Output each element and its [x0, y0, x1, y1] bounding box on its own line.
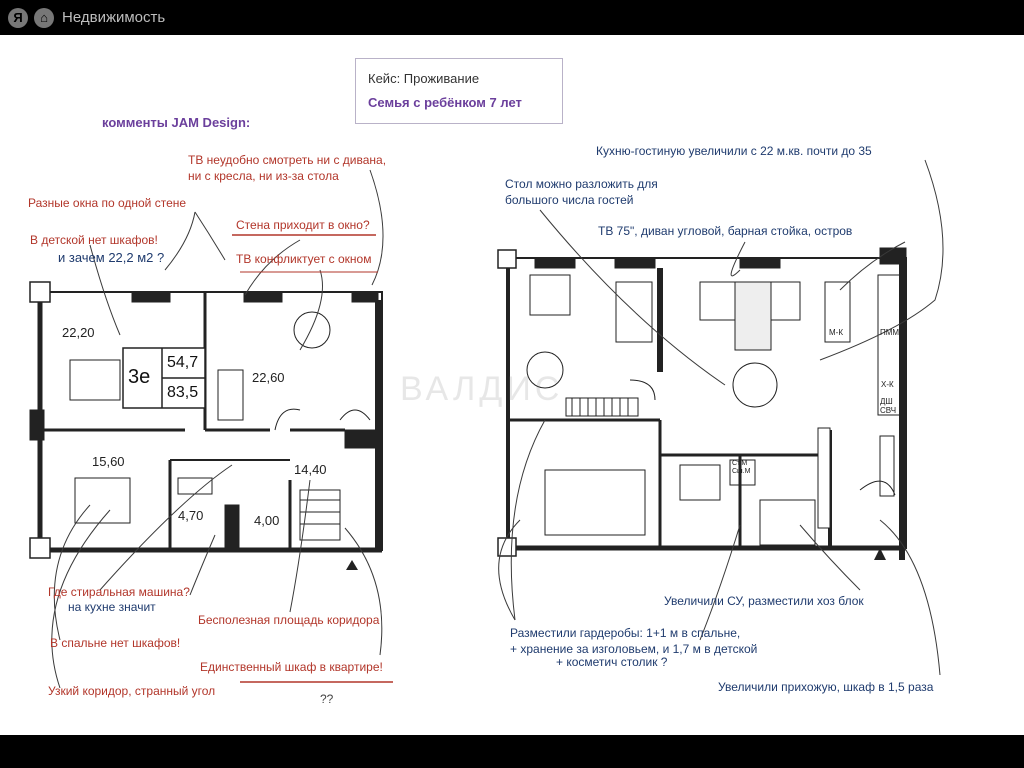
comment-why-area: и зачем 22,2 м2 ?: [58, 250, 165, 265]
badge-living-area: 54,7: [167, 354, 199, 371]
comment-only-wardrobe: Единственный шкаф в квартире!: [200, 660, 383, 674]
case-title: Кейс: Проживание: [368, 71, 480, 86]
comment-corridor: Бесполезная площадь коридора: [198, 613, 380, 627]
badge-total-area: 83,5: [167, 384, 199, 401]
label-pmm: ПММ: [880, 328, 900, 337]
comment-tv-window: ТВ конфликтует с окном: [236, 252, 372, 266]
home-logo-icon[interactable]: ⌂: [34, 8, 54, 28]
comment-hall: Увеличили прихожую, шкаф в 1,5 раза: [718, 680, 934, 694]
yandex-logo-icon[interactable]: Я: [8, 8, 28, 28]
comment-table: Стол можно разложить для большого числа гостей: [505, 177, 658, 207]
label-mk: М-К: [829, 328, 843, 337]
label-stm: Ст.М Сш.М: [732, 460, 751, 475]
comment-cosmetic: + косметич столик ?: [556, 655, 668, 669]
label-dsh: ДШ СВЧ: [880, 397, 897, 415]
brand-title[interactable]: Недвижимость: [62, 9, 166, 26]
comment-kitchen: Кухню-гостиную увеличили с 22 м.кв. почти до 35: [596, 144, 872, 158]
room-area-bedroom: 15,60: [92, 454, 125, 469]
comment-tv: ТВ неудобно смотреть ни с дивана, ни с кресла, ни из-за стола: [188, 153, 387, 183]
room-area-living: 22,60: [252, 370, 285, 385]
comment-washer-answer: на кухне значит: [68, 600, 156, 614]
room-area-bath1: 4,70: [178, 508, 204, 523]
watermark: ВАЛДИС: [400, 370, 564, 408]
comment-washer: Где стиральная машина?: [48, 585, 190, 599]
label-hk: Х-К: [881, 380, 894, 389]
comment-su: Увеличили СУ, разместили хоз блок: [664, 594, 864, 608]
comment-question: ??: [320, 692, 334, 706]
comment-tv-right: ТВ 75", диван угловой, барная стойка, остров: [598, 224, 853, 238]
jam-heading: комменты JAM Design:: [102, 115, 251, 130]
comment-wall: Стена приходит в окно?: [236, 218, 370, 232]
comment-windows: Разные окна по одной стене: [28, 196, 187, 210]
room-area-hall: 14,40: [294, 462, 327, 477]
comment-wardrobe-kids: В детской нет шкафов!: [30, 233, 158, 247]
comment-bedroom-wardrobe: В спальне нет шкафов!: [50, 636, 181, 650]
room-area-bath2: 4,00: [254, 513, 280, 528]
comment-wardrobes: Разместили гардеробы: 1+1 м в спальне, + хранение за изголовьем, и 1,7 м в детской: [510, 626, 758, 656]
comment-narrow-corridor: Узкий коридор, странный угол: [48, 684, 216, 698]
bottom-bar: [0, 735, 1024, 768]
room-area-kids: 22,20: [62, 325, 95, 340]
case-subtitle: Семья с ребёнком 7 лет: [368, 95, 522, 110]
badge-rooms: 3е: [128, 366, 151, 388]
